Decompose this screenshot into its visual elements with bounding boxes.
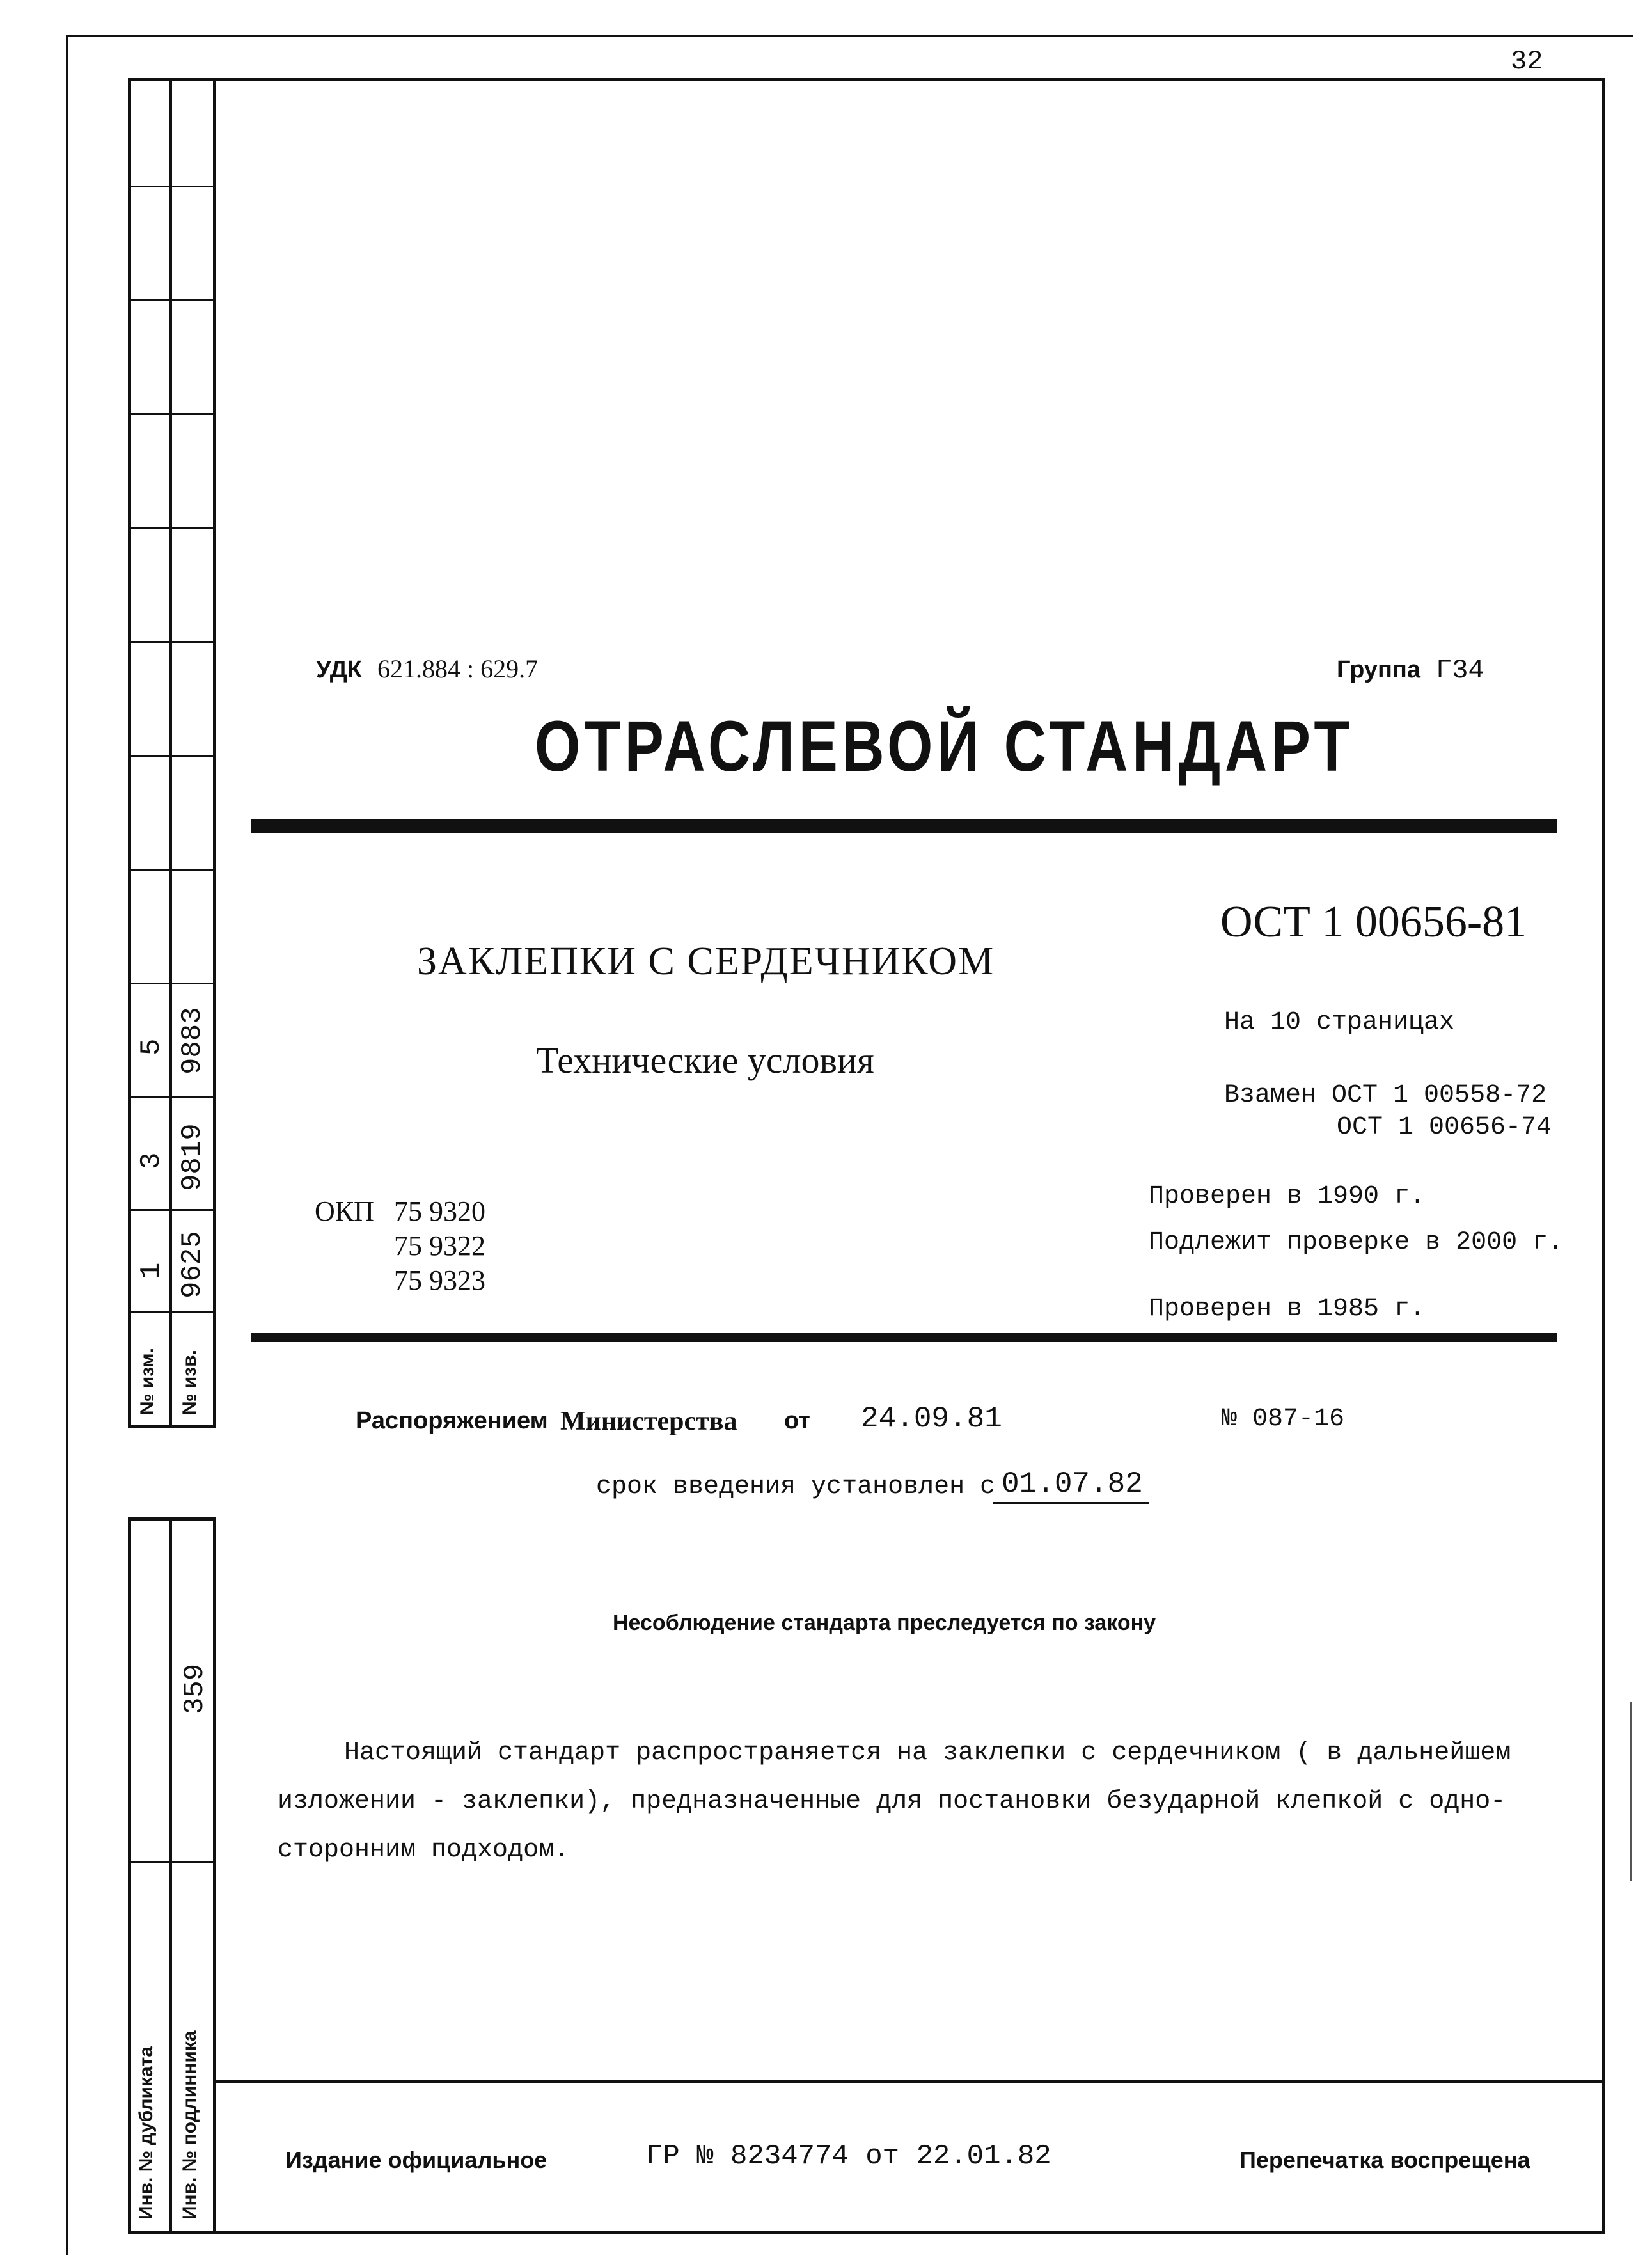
stamp-row	[128, 1311, 216, 1313]
stamp-row	[128, 413, 216, 415]
title-rule	[251, 819, 1557, 833]
okp-code-2: 75 9322	[394, 1230, 485, 1261]
standard-subtitle: Технические условия	[536, 1039, 874, 1081]
effective-date: 01.07.82	[1002, 1467, 1143, 1501]
standard-name: ЗАКЛЕПКИ С СЕРДЕЧНИКОМ	[417, 940, 995, 983]
stamp-row	[128, 186, 216, 187]
stamp-notice-label: № изв.	[179, 1350, 200, 1415]
outer-frame-left	[66, 35, 68, 2255]
body-line-2: изложении - заклепки), предназначенные для постановки безударной клепкой с одно-	[278, 1787, 1506, 1816]
footer-center: ГР № 8234774 от 22.01.82	[646, 2140, 1051, 2172]
order-date: 24.09.81	[861, 1402, 1002, 1435]
checked-1985: Проверен в 1985 г.	[1149, 1295, 1426, 1324]
body-line-1: Настоящий стандарт распространяется на заклепки с сердечником ( в дальнейшем	[344, 1739, 1511, 1767]
effective-label: срок введения установлен с	[596, 1473, 996, 1501]
okp-label: ОКП	[315, 1196, 374, 1227]
footer-separator	[214, 2080, 1605, 2083]
next-check: Подлежит проверке в 2000 г.	[1149, 1228, 1564, 1257]
stamp-row	[128, 299, 216, 301]
stamp-row	[128, 755, 216, 757]
order-number: № 087-16	[1222, 1405, 1345, 1434]
stamp-row	[128, 641, 216, 643]
scan-edge-mark	[1630, 1702, 1632, 1881]
order-from: от	[784, 1407, 810, 1434]
outer-frame-top	[66, 35, 1633, 37]
group-line	[1337, 654, 1484, 686]
stamp-change-1: 1	[136, 1262, 168, 1279]
checked-1990: Проверен в 1990 г.	[1149, 1182, 1426, 1211]
stamp-row	[128, 1096, 216, 1098]
stamp-original-label: Инв. № подлинника	[179, 2030, 200, 2220]
stamp-notice-3: 9883	[177, 1007, 208, 1075]
udk-value: 621.884 : 629.7	[377, 654, 539, 683]
stamp-duplicate-label: Инв. № дубликата	[136, 2046, 157, 2220]
stamp-original-value: 359	[179, 1663, 211, 1714]
udk-label: УДК	[316, 656, 362, 683]
udk-line	[316, 654, 538, 684]
stamp-row	[128, 1861, 216, 1863]
stamp-change-label: № изм.	[137, 1348, 158, 1415]
footer-right: Перепечатка воспрещена	[1239, 2147, 1530, 2173]
order-prefix: Распоряжением	[356, 1407, 548, 1434]
standard-pages: На 10 страницах	[1224, 1008, 1455, 1037]
warning-text: Несоблюдение стандарта преследуется по закону	[613, 1611, 1156, 1635]
group-label: Группа	[1337, 656, 1420, 683]
stamp-gap	[125, 1428, 216, 1519]
standard-replaces-2: ОСТ 1 00656-74	[1337, 1113, 1552, 1142]
stamp-row	[128, 983, 216, 984]
standard-rule	[251, 1333, 1557, 1342]
document-title: ОТРАСЛЕВОЙ СТАНДАРТ	[535, 706, 1355, 786]
effective-date-underline	[993, 1502, 1149, 1504]
stamp-change-3: 5	[136, 1038, 168, 1055]
stamp-row	[128, 1209, 216, 1211]
okp-code-3: 75 9323	[394, 1265, 485, 1296]
stamp-col-divider	[169, 78, 172, 2234]
okp-code-1: 75 9320	[394, 1196, 485, 1227]
order-ministry: Министерства	[560, 1407, 737, 1436]
standard-number: ОСТ 1 00656-81	[1220, 897, 1527, 947]
stamp-right-border	[213, 78, 216, 2234]
body-line-3: сторонним подходом.	[278, 1836, 570, 1865]
standard-replaces-1: Взамен ОСТ 1 00558-72	[1224, 1081, 1547, 1110]
stamp-notice-2: 9819	[177, 1123, 208, 1191]
main-frame	[128, 78, 1605, 2234]
stamp-upper-bottom	[128, 1425, 216, 1428]
stamp-row	[128, 869, 216, 871]
stamp-notice-1: 9625	[177, 1231, 208, 1299]
page-number: 32	[1511, 46, 1543, 77]
stamp-change-2: 3	[136, 1152, 168, 1169]
stamp-row	[128, 527, 216, 529]
footer-left: Издание официальное	[285, 2147, 547, 2173]
stamp-lower-top	[128, 1517, 216, 1521]
group-value: Г34	[1435, 655, 1484, 686]
